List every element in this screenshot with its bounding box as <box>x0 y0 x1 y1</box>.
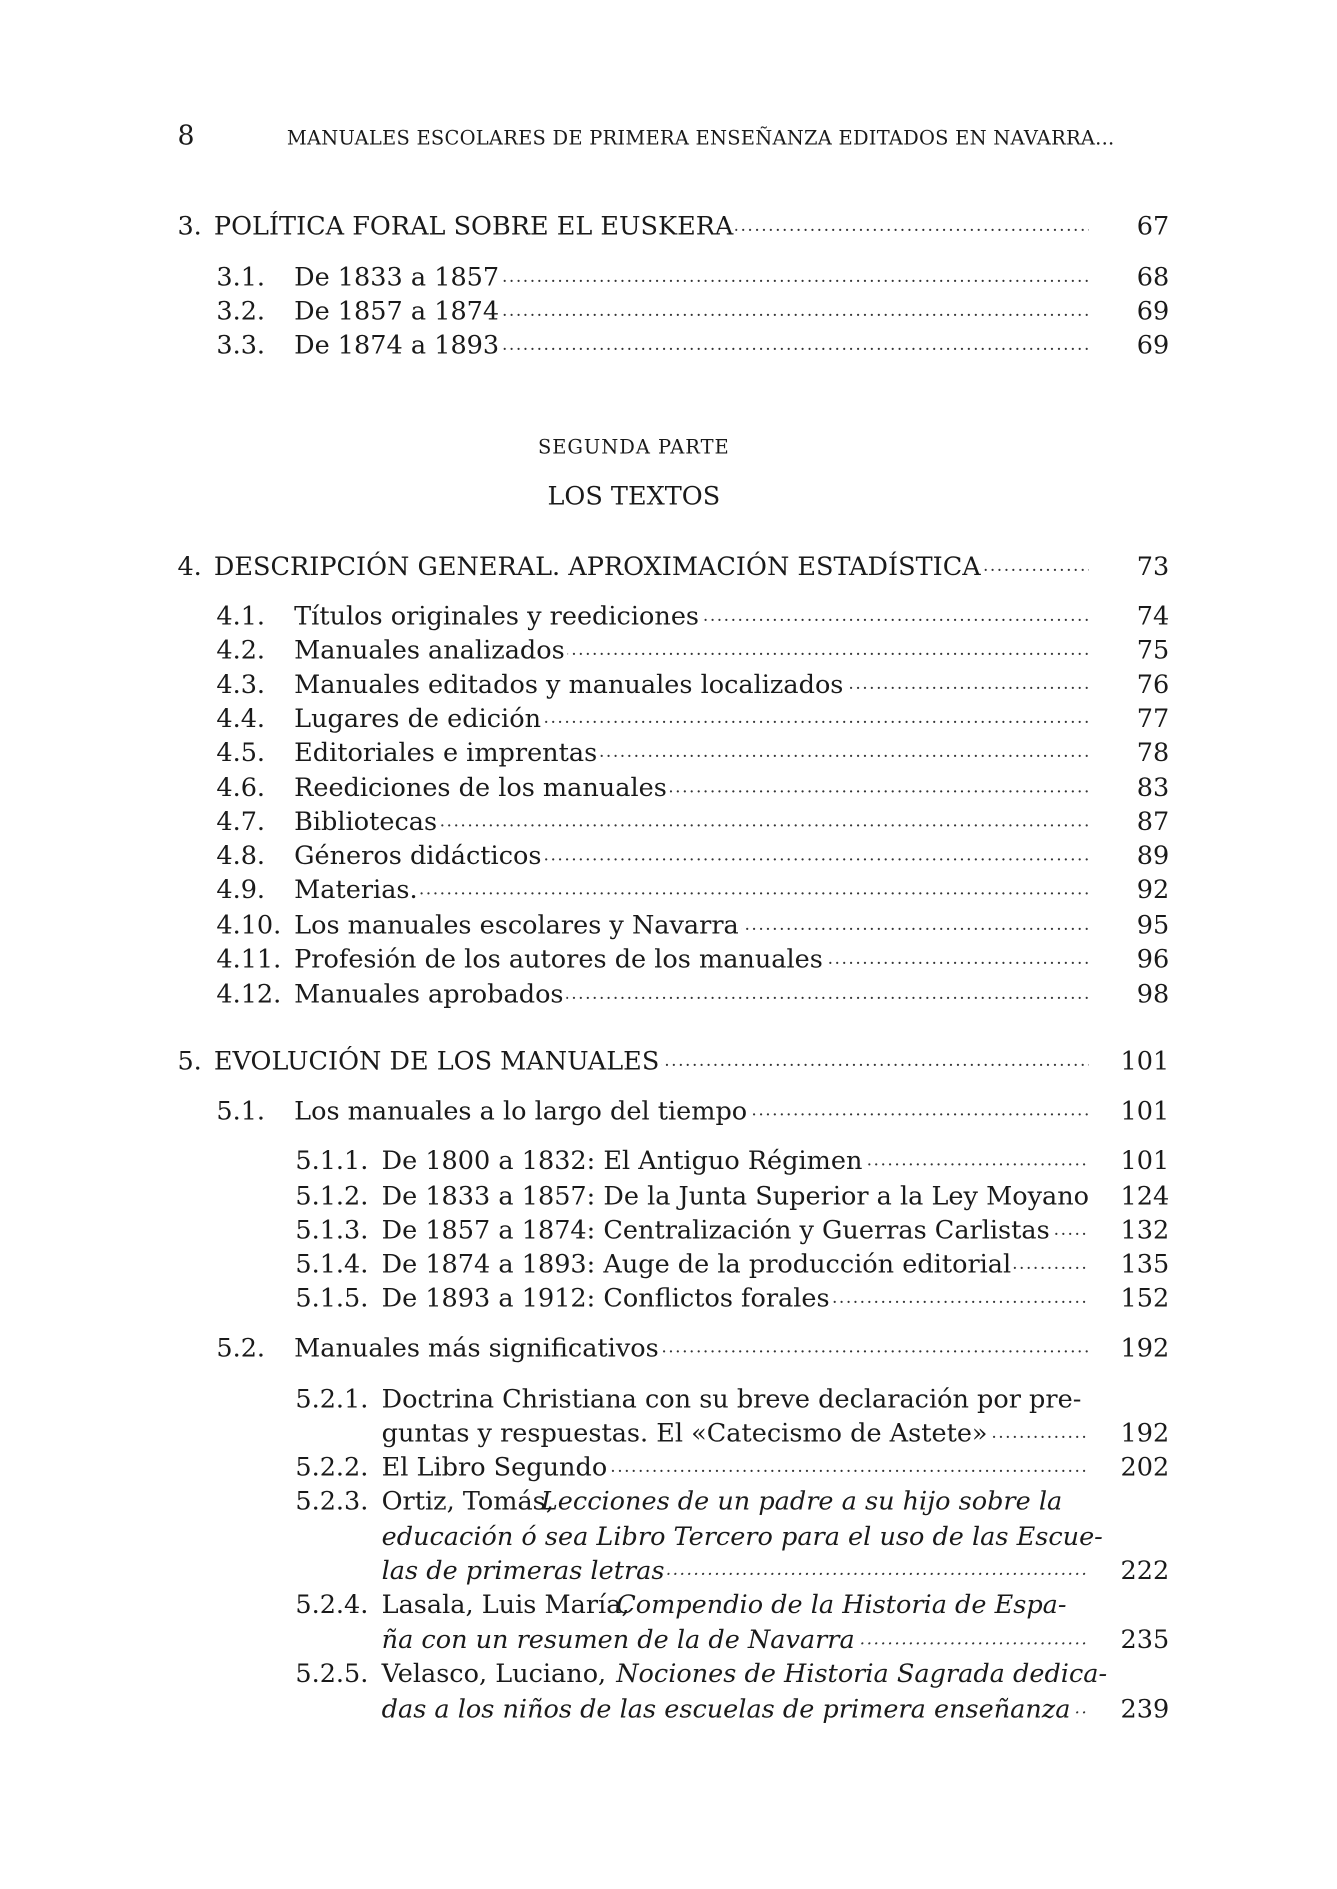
toc-number: 3.1. <box>216 262 266 292</box>
toc-subitem[interactable] <box>0 1450 1337 1484</box>
toc-title: Manuales editados y manuales localizados . . . <box>294 667 1089 701</box>
toc-number: 5.1.2. <box>295 1181 369 1211</box>
toc-title: Los manuales escolares y Navarra . . . <box>294 908 1089 942</box>
toc-title: Manuales aprobados . . . <box>294 977 1089 1011</box>
toc-subitem[interactable] <box>0 1213 1337 1247</box>
toc-title-line: Doctrina Christiana con su breve declaración por pre- <box>381 1384 1082 1414</box>
toc-item[interactable] <box>0 977 1337 1011</box>
toc-item[interactable] <box>0 771 1337 805</box>
toc-number: 4.9. <box>216 875 266 905</box>
toc-page-ref: 101 <box>1120 1096 1170 1126</box>
toc-title-lastline <box>0 1553 1337 1587</box>
toc-number: 4. <box>177 551 202 581</box>
toc-item[interactable] <box>0 294 1337 328</box>
toc-title: Manuales analizados . . . <box>294 633 1089 667</box>
toc-title: De 1857 a 1874: Centralización y Guerras Carlistas . . . <box>382 1213 1089 1247</box>
toc-page-ref: 192 <box>1120 1333 1170 1363</box>
toc-item[interactable] <box>0 701 1337 735</box>
toc-item[interactable] <box>0 667 1337 701</box>
toc-title: Lugares de edición . . . <box>294 701 1089 735</box>
toc-subitem[interactable] <box>0 1247 1337 1281</box>
toc-number: 4.5. <box>216 737 266 767</box>
toc-number: 4.1. <box>216 601 266 631</box>
toc-number: 5. <box>177 1046 202 1076</box>
toc-title-lastline <box>0 1416 1337 1450</box>
toc-title: Materias. . . . <box>294 873 1089 907</box>
toc-page-ref: 95 <box>1136 910 1170 940</box>
toc-page-ref: 101 <box>1120 1146 1170 1176</box>
toc-title: De 1833 a 1857 . . . <box>294 260 1089 294</box>
toc-page-ref: 235 <box>1120 1624 1170 1655</box>
toc-page-ref: 69 <box>1136 296 1170 326</box>
toc-page-ref: 96 <box>1136 944 1170 974</box>
toc-title: De 1893 a 1912: Conflictos forales . . . <box>382 1281 1089 1315</box>
toc-item[interactable] <box>0 942 1337 976</box>
toc-subitem[interactable] <box>0 1144 1337 1178</box>
toc-title-lastline <box>0 1623 1337 1657</box>
toc-title: Manuales más significativos . . . <box>294 1331 1089 1365</box>
toc-number: 3. <box>177 211 202 241</box>
toc-page-ref: 152 <box>1120 1283 1170 1313</box>
toc-title: las de primeras letras . . . <box>382 1553 1089 1587</box>
toc-number: 4.12. <box>216 979 282 1009</box>
toc-page-ref: 87 <box>1136 807 1170 837</box>
toc-number: 5.1. <box>216 1096 266 1126</box>
toc-page-ref: 132 <box>1120 1215 1170 1245</box>
toc-subitem[interactable] <box>0 1179 1337 1213</box>
toc-number: 4.10. <box>216 910 282 940</box>
toc-page-ref: 222 <box>1120 1555 1170 1585</box>
toc-item[interactable] <box>0 839 1337 873</box>
toc-item[interactable] <box>0 1331 1337 1365</box>
toc-title-line: Compendio de la Historia de Espa- <box>616 1589 1067 1619</box>
toc-title: DESCRIPCIÓN GENERAL. APROXIMACIÓN ESTADÍSTICA . . . <box>214 549 1089 583</box>
toc-page-ref: 76 <box>1136 669 1170 699</box>
toc-page-ref: 92 <box>1136 875 1170 905</box>
toc-title: Géneros didácticos . . . <box>294 839 1089 873</box>
toc-title-line: educación ó sea Libro Tercero para el uso de las Escue- <box>381 1521 1103 1551</box>
toc-title: Reediciones de los manuales . . . <box>294 771 1089 805</box>
toc-page-ref: 98 <box>1136 979 1170 1009</box>
toc-title: El Libro Segundo . . . <box>382 1450 1089 1484</box>
toc-page-ref: 101 <box>1120 1046 1170 1076</box>
toc-item[interactable] <box>0 599 1337 633</box>
toc-chapter-3[interactable] <box>0 209 1337 243</box>
toc-number: 4.7. <box>216 807 266 837</box>
toc-author: Ortiz, Tomás, <box>381 1486 554 1516</box>
toc-page-ref: 78 <box>1136 737 1170 767</box>
page-number: 8 <box>177 121 195 152</box>
toc-item[interactable] <box>0 908 1337 942</box>
toc-number: 5.1.4. <box>295 1249 369 1279</box>
toc-title: Títulos originales y reediciones . . . <box>294 599 1089 633</box>
toc-item[interactable] <box>0 260 1337 294</box>
toc-title: De 1857 a 1874 . . . <box>294 294 1089 328</box>
toc-title: De 1833 a 1857: De la Junta Superior a la Ley Moyano . . . <box>382 1179 1089 1213</box>
toc-page-ref: 74 <box>1136 601 1170 631</box>
toc-page-ref: 89 <box>1136 841 1170 871</box>
toc-number: 4.6. <box>216 772 266 803</box>
toc-number: 4.3. <box>216 669 266 699</box>
toc-number: 4.4. <box>216 703 266 733</box>
toc-title: ña con un resumen de la de Navarra . . . <box>382 1623 1089 1657</box>
toc-page-ref: 73 <box>1136 551 1170 581</box>
part-kicker: SEGUNDA PARTE <box>537 435 730 459</box>
toc-item[interactable] <box>0 735 1337 769</box>
toc-title: Bibliotecas . . . <box>294 805 1089 839</box>
toc-subitem[interactable] <box>0 1281 1337 1315</box>
part-title: LOS TEXTOS <box>547 481 721 511</box>
toc-page-ref: 67 <box>1136 211 1170 241</box>
toc-page-ref: 68 <box>1136 262 1170 292</box>
toc-number: 5.2.2. <box>295 1452 369 1482</box>
toc-author: Velasco, Luciano, <box>381 1659 607 1689</box>
toc-title: Editoriales e imprentas . . . <box>294 735 1089 769</box>
toc-page-ref: 124 <box>1120 1181 1170 1211</box>
toc-title: POLÍTICA FORAL SOBRE EL EUSKERA . . . <box>214 209 1089 243</box>
toc-title-line: Lecciones de un padre a su hijo sobre la <box>540 1486 1063 1516</box>
toc-title: das a los niños de las escuelas de primera enseñanza . . . <box>382 1692 1089 1726</box>
toc-title: guntas y respuestas. El «Catecismo de Astete» . . . <box>382 1416 1089 1450</box>
toc-chapter-4[interactable] <box>0 549 1337 583</box>
toc-page-ref: 239 <box>1120 1694 1170 1724</box>
toc-number: 5.1.3. <box>295 1215 369 1245</box>
toc-number: 5.2. <box>216 1333 266 1363</box>
toc-title-lastline <box>0 1692 1337 1726</box>
toc-page-ref: 135 <box>1120 1249 1170 1279</box>
toc-chapter-5[interactable] <box>0 1044 1337 1078</box>
toc-page-ref: 202 <box>1120 1452 1170 1482</box>
toc-title: De 1874 a 1893: Auge de la producción editorial . . . <box>382 1247 1089 1281</box>
running-title: MANUALES ESCOLARES DE PRIMERA ENSEÑANZA EDITADOS EN NAVARRA... <box>286 126 1115 150</box>
toc-page-ref: 83 <box>1136 772 1170 803</box>
toc-number: 4.8. <box>216 841 266 871</box>
toc-item[interactable] <box>0 1094 1337 1128</box>
toc-title-line: Nociones de Historia Sagrada dedica- <box>616 1659 1108 1689</box>
toc-item[interactable] <box>0 328 1337 362</box>
toc-page-ref: 192 <box>1120 1418 1170 1448</box>
toc-item[interactable] <box>0 633 1337 667</box>
toc-number: 5.2.1. <box>295 1384 369 1414</box>
toc-number: 5.1.1. <box>295 1146 369 1176</box>
toc-page-ref: 77 <box>1136 703 1170 733</box>
toc-page-ref: 69 <box>1136 330 1170 360</box>
toc-number: 5.2.4. <box>295 1589 369 1619</box>
toc-title: Los manuales a lo largo del tiempo . . . <box>294 1094 1089 1128</box>
toc-item[interactable] <box>0 805 1337 839</box>
toc-page-ref: 75 <box>1136 635 1170 665</box>
toc-number: 4.2. <box>216 635 266 665</box>
toc-number: 5.1.5. <box>295 1283 369 1313</box>
toc-title: De 1874 a 1893 . . . <box>294 328 1089 362</box>
toc-number: 3.2. <box>216 296 266 326</box>
toc-author: Lasala, Luis María, <box>381 1589 630 1619</box>
toc-number: 3.3. <box>216 330 266 360</box>
toc-title: EVOLUCIÓN DE LOS MANUALES . . . <box>214 1044 1089 1078</box>
toc-title: De 1800 a 1832: El Antiguo Régimen . . . <box>382 1144 1089 1178</box>
toc-number: 5.2.5. <box>295 1659 369 1689</box>
toc-number: 4.11. <box>216 944 282 974</box>
toc-number: 5.2.3. <box>295 1486 369 1516</box>
toc-item[interactable] <box>0 873 1337 907</box>
toc-title: Profesión de los autores de los manuales . . . <box>294 942 1089 976</box>
